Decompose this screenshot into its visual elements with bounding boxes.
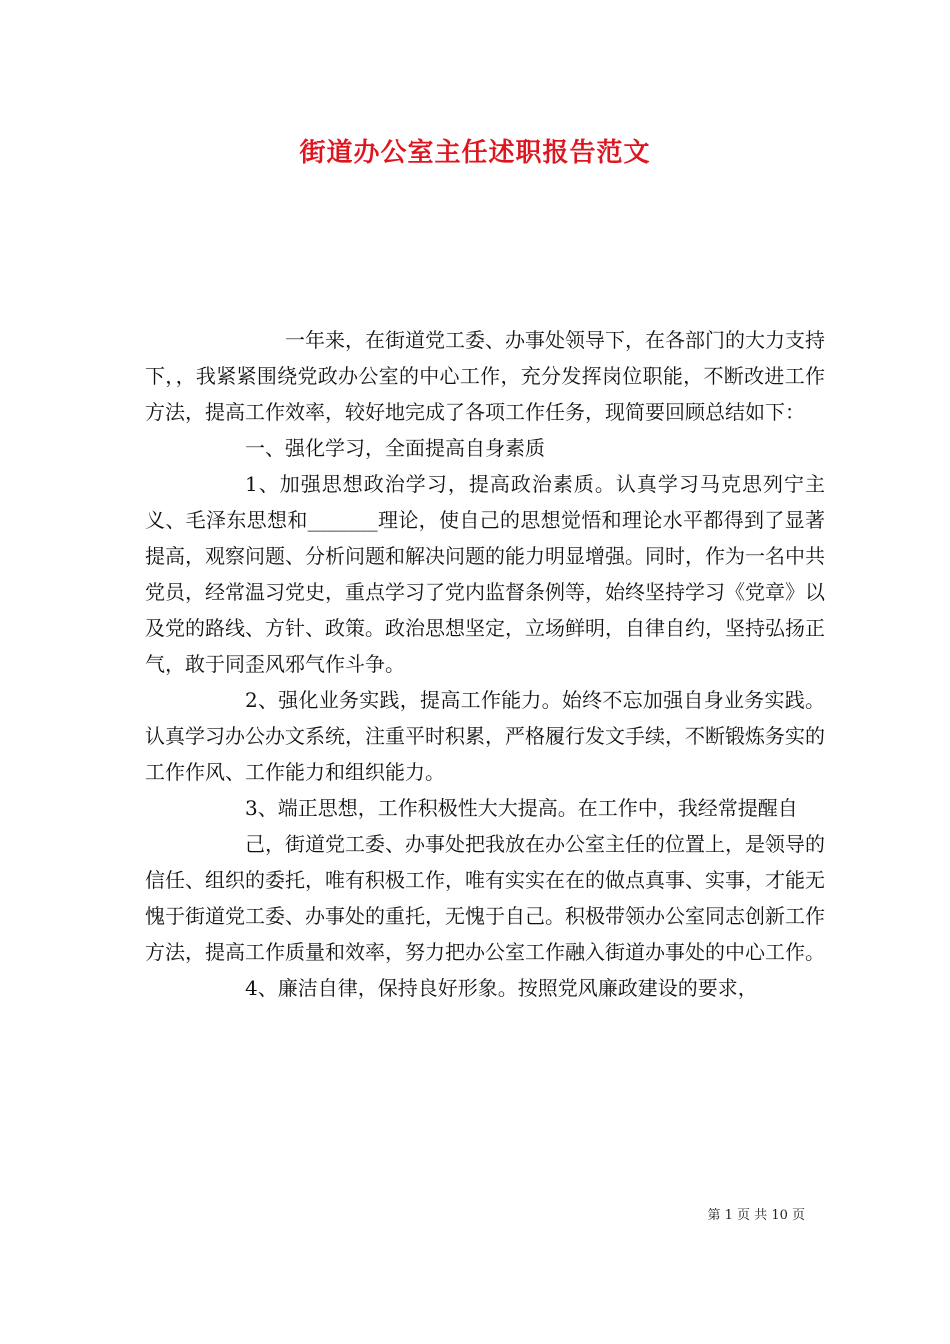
section-heading-1: 一、强化学习，全面提高自身素质	[245, 436, 545, 460]
paragraph-item-2: 2、强化业务实践，提高工作能力。始终不忘加强自身业务实践。认真学习办公办文系统，注重平时积累，严格履行发文手续，不断锻炼务实的工作作风、工作能力和组织能力。	[145, 688, 825, 784]
document-body	[145, 322, 825, 1006]
paragraph-intro: 一年来，在街道党工委、办事处领导下，在各部门的大力支持下，，我紧紧围绕党政办公室的中心工作，充分发挥岗位职能，不断改进工作方法，提高工作效率，较好地完成了各项工作任务，现简要回顾总结如下：	[145, 328, 825, 424]
document-title: 街道办公室主任述职报告范文	[299, 138, 651, 168]
paragraph-item-3-continued: 己，街道党工委、办事处把我放在办公室主任的位置上，是领导的信任、组织的委托，唯有积极工作，唯有实实在在的做点真事、实事，才能无愧于街道党工委、办事处的重托，无愧于自己。积极带领办公室同志创新工作方法，提高工作质量和效率，努力把办公室工作融入街道办事处的中心工作。	[145, 832, 825, 964]
page-number: 第 1 页 共 10 页	[707, 1208, 805, 1223]
paragraph-item-3: 3、端正思想，工作积极性大大提高。在工作中，我经常提醒自	[245, 796, 798, 820]
paragraph-item-4: 4、廉洁自律，保持良好形象。按照党风廉政建设的要求，	[245, 976, 758, 1000]
paragraph-item-1: 1、加强思想政治学习，提高政治素质。认真学习马克思列宁主义、毛泽东思想和_______理论，使自己的思想觉悟和理论水平都得到了显著提高，观察问题、分析问题和解决问题的能力明显增强。同时，作为一名中共党员，经常温习党史，重点学习了党内监督条例等，始终坚持学习《党章》以及党的路线、方针、政策。政治思想坚定，立场鲜明，自律自约，坚持弘扬正气，敢于同歪风邪气作斗争。	[145, 472, 825, 676]
